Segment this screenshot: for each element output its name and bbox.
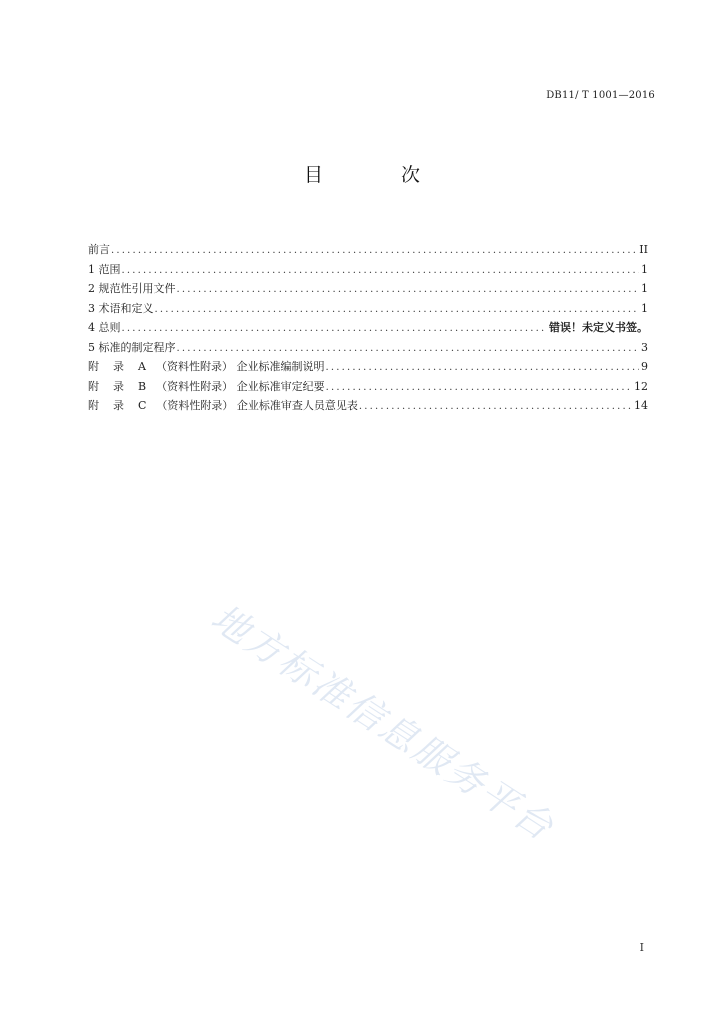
toc-entry-appendix-a[interactable]: [88, 357, 648, 377]
toc-entry-normative-references[interactable]: [88, 279, 648, 299]
toc-leader-dots: [177, 280, 640, 299]
toc-leader-dots: [359, 397, 632, 416]
table-of-contents: [88, 240, 648, 416]
appendix-title: （资料性附录） 企业标准审定纪要: [156, 379, 325, 393]
toc-entry-general-principles[interactable]: [88, 318, 648, 338]
appendix-letter: C: [138, 399, 147, 412]
document-id: DB11/ T 1001—2016: [546, 90, 655, 101]
toc-leader-dots: [122, 319, 548, 338]
toc-entry-foreword[interactable]: [88, 240, 648, 260]
toc-entry-label: 5 标准的制定程序: [88, 340, 176, 354]
toc-entry-page: II: [639, 243, 648, 256]
appendix-mid: 录: [113, 399, 124, 412]
toc-leader-dots: [155, 300, 640, 319]
toc-leader-dots: [122, 261, 640, 280]
appendix-title: （资料性附录） 企业标准编制说明: [155, 360, 325, 373]
toc-entry-scope[interactable]: [88, 260, 648, 280]
toc-entry-label: 4 总则: [88, 321, 121, 334]
appendix-title: （资料性附录） 企业标准审查人员意见表: [156, 399, 358, 412]
toc-leader-dots: [326, 378, 632, 397]
appendix-mid: 录: [113, 360, 124, 373]
appendix-prefix: 附: [88, 379, 99, 393]
toc-entry-terms-definitions[interactable]: [88, 299, 648, 319]
toc-entry-appendix-c[interactable]: [88, 396, 648, 416]
toc-entry-label: 前言: [88, 243, 110, 256]
appendix-prefix: 附: [88, 360, 99, 373]
toc-entry-appendix-b[interactable]: [88, 377, 648, 397]
appendix-prefix: 附: [88, 399, 99, 412]
appendix-mid: 录: [113, 379, 124, 393]
toc-entry-page: 12: [634, 379, 648, 393]
toc-entry-label: 1 范围: [88, 262, 121, 276]
toc-entry-page: 1: [641, 282, 648, 295]
toc-entry-label: [88, 357, 325, 377]
toc-entry-page: 1: [641, 301, 648, 315]
toc-leader-dots: [111, 241, 637, 260]
page-number: I: [639, 941, 644, 954]
toc-entry-label: [88, 377, 326, 397]
watermark: 地方标准信息服务平台: [203, 595, 563, 850]
toc-title: 目 次: [303, 164, 457, 186]
appendix-letter: B: [138, 379, 147, 393]
toc-entry-label: 3 术语和定义: [88, 301, 154, 315]
toc-leader-dots: [325, 358, 639, 377]
toc-entry-page: 9: [641, 360, 648, 373]
toc-entry-page: 3: [641, 340, 648, 354]
toc-entry-procedure[interactable]: [88, 338, 648, 358]
toc-entry-page-error: 错误！未定义书签。: [549, 321, 648, 334]
toc-entry-label: [88, 396, 359, 416]
toc-entry-label: 2 规范性引用文件: [88, 282, 176, 295]
toc-entry-page: 1: [641, 262, 648, 276]
toc-leader-dots: [177, 339, 640, 358]
toc-entry-page: 14: [634, 399, 648, 412]
appendix-letter: A: [138, 360, 146, 373]
